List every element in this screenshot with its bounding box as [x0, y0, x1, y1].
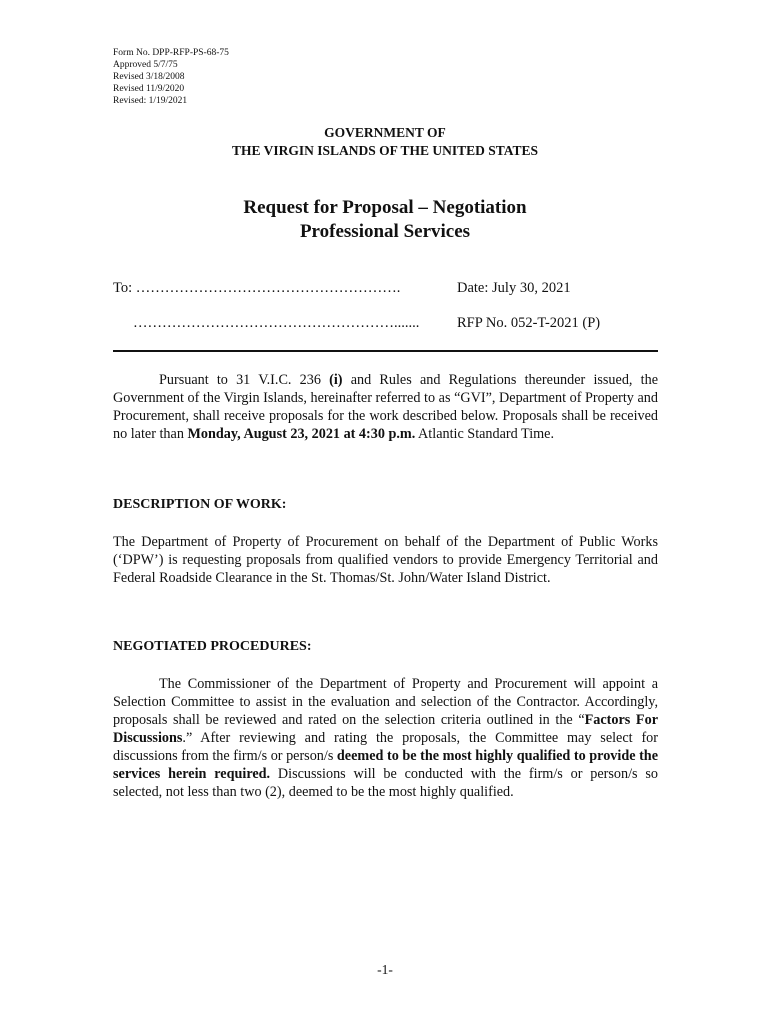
intro-text-3: Atlantic Standard Time. [415, 426, 555, 442]
most-qualified-phrase: deemed to be the most highly qualified to provide the services herein required. [113, 748, 658, 782]
to-field: To: ………………………………………………. [113, 280, 401, 296]
intro-text-2: and Rules and Regulations thereunder issued, the Government of the Virgin Islands, hereinafter referred to as “GVI”, Department of Property and Procurement, shall receive proposals for the work described below. Proposals shall be received no later than [113, 372, 658, 442]
intro-paragraph [113, 371, 658, 443]
government-heading-line2: THE VIRGIN ISLANDS OF THE UNITED STATES [231, 143, 539, 158]
revised-date-1: Revised 3/18/2008 [113, 72, 185, 82]
negotiated-text-1: The Commissioner of the Department of Property and Procurement will appoint a Selection Committee to assist in the evaluation and selection of the Contractor. Accordingly, proposals shall be reviewed and rated on the selection criteria outlined in the “ [113, 676, 658, 728]
document-subtitle: Professional Services [299, 221, 471, 242]
government-heading-line1: GOVERNMENT OF [324, 125, 446, 140]
intro-text-1: Pursuant to 31 V.I.C. 236 [159, 372, 330, 388]
form-info-block [113, 47, 229, 107]
to-field-continuation: ………………………………………………....... [133, 315, 420, 331]
rfp-number: RFP No. 052-T-2021 (P) [457, 315, 601, 331]
intro-deadline: Monday, August 23, 2021 at 4:30 p.m. [187, 426, 416, 442]
description-paragraph: The Department of Property of Procurement on behalf of the Department of Public Works (‘DPW’) is requesting proposals from qualified vendors to provide Emergency Territorial and Federal Roadside Clearance in the St. Thomas/St. John/Water Island District. [113, 534, 658, 586]
approved-date: Approved 5/7/75 [113, 60, 178, 70]
negotiated-text-2: .” After reviewing and rating the proposals, the Committee may select for discussions from the firm/s or person/s [113, 730, 658, 764]
document-title: Request for Proposal – Negotiation [243, 197, 527, 218]
negotiated-paragraph [113, 675, 658, 801]
intro-section-ref: (i) [329, 372, 343, 388]
factors-for-discussions: Factors For Discussions [113, 712, 658, 746]
negotiated-text-3: Discussions will be conducted with the firm/s or person/s so selected, not less than two (2), deemed to be the most highly qualified. [113, 766, 658, 800]
horizontal-rule [113, 350, 658, 352]
date-field: Date: July 30, 2021 [457, 280, 571, 296]
revised-date-3: Revised: 1/19/2021 [113, 96, 188, 106]
negotiated-heading: NEGOTIATED PROCEDURES: [113, 639, 312, 654]
description-heading: DESCRIPTION OF WORK: [113, 497, 287, 512]
form-number: Form No. DPP-RFP-PS-68-75 [113, 48, 229, 58]
page-number: -1- [377, 962, 393, 977]
revised-date-2: Revised 11/9/2020 [113, 84, 185, 94]
